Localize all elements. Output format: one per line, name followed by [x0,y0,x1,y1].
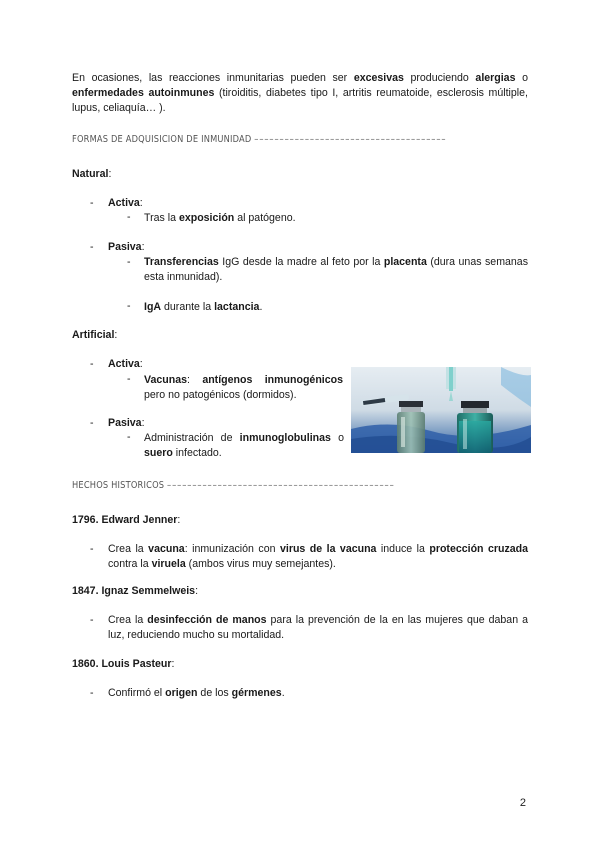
pasteur-label: 1860. Louis Pasteur: [72,658,175,670]
bullet-dash: - [90,241,94,253]
page-number: 2 [519,797,526,809]
natural-label: Natural: [72,168,112,180]
artificial-activa-label: Activa: [108,358,143,370]
bullet-dash: - [90,543,94,555]
bullet-dash: - [127,211,131,223]
bullet-dash: - [127,256,131,268]
jenner-item: Crea la vacuna: inmunización con virus de la vacuna induce la protección cruzada contra la viruela (ambos virus muy semejantes). [108,543,529,570]
bullet-dash: - [90,687,94,699]
bullet-dash: - [127,300,131,312]
vaccine-vials-photo [351,367,531,453]
bullet-dash: - [127,431,131,443]
bullet-dash: - [90,614,94,626]
artificial-label: Artificial: [72,329,118,341]
natural-pasiva-item-2: IgA durante la lactancia. [144,301,263,313]
jenner-label: 1796. Edward Jenner: [72,514,181,526]
semmelweis-item: Crea la desinfección de manos para la prevención de la en las mujeres que daban a luz, reduciendo mucho su mortalidad. [108,614,528,641]
section-heading-adquisicion: FORMAS DE ADQUISICIÓN DE INMUNIDAD –––––––––––––––––––––––––––––––––––––– [72,134,447,145]
natural-activa-label: Activa: [108,197,143,209]
natural-pasiva-item-1: Transferencias IgG desde la madre al feto por la placenta (dura unas semanas esta inmunidad). [144,256,528,283]
bullet-dash: - [127,373,131,385]
vaccine-vials-illustration [351,367,531,453]
intro-paragraph: En ocasiones, las reacciones inmunitarias pueden ser excesivas produciendo alergias o enfermedades autoinmunes (tiroiditis, diabetes tipo I, artritis reumatoide, esclerosis múltiple, lupus, celiaquía… ). [72,72,528,114]
artificial-pasiva-item: Administración de inmunoglobulinas o suero infectado. [144,432,344,459]
section-heading-historicos: HECHOS HISTÓRICOS ––––––––––––––––––––––––––––––––––––––––––––– [72,480,395,491]
natural-pasiva-label: Pasiva: [108,241,145,253]
natural-activa-item: Tras la exposición al patógeno. [144,212,296,224]
bullet-dash: - [90,417,94,429]
artificial-pasiva-label: Pasiva: [108,417,145,429]
bullet-dash: - [90,358,94,370]
bullet-dash: - [90,197,94,209]
pasteur-item: Confirmó el origen de los gérmenes. [108,687,285,699]
semmelweis-label: 1847. Ignaz Semmelweis: [72,585,199,597]
artificial-activa-item: Vacunas: antígenos inmunogénicos pero no patogénicos (dormidos). [144,374,343,401]
